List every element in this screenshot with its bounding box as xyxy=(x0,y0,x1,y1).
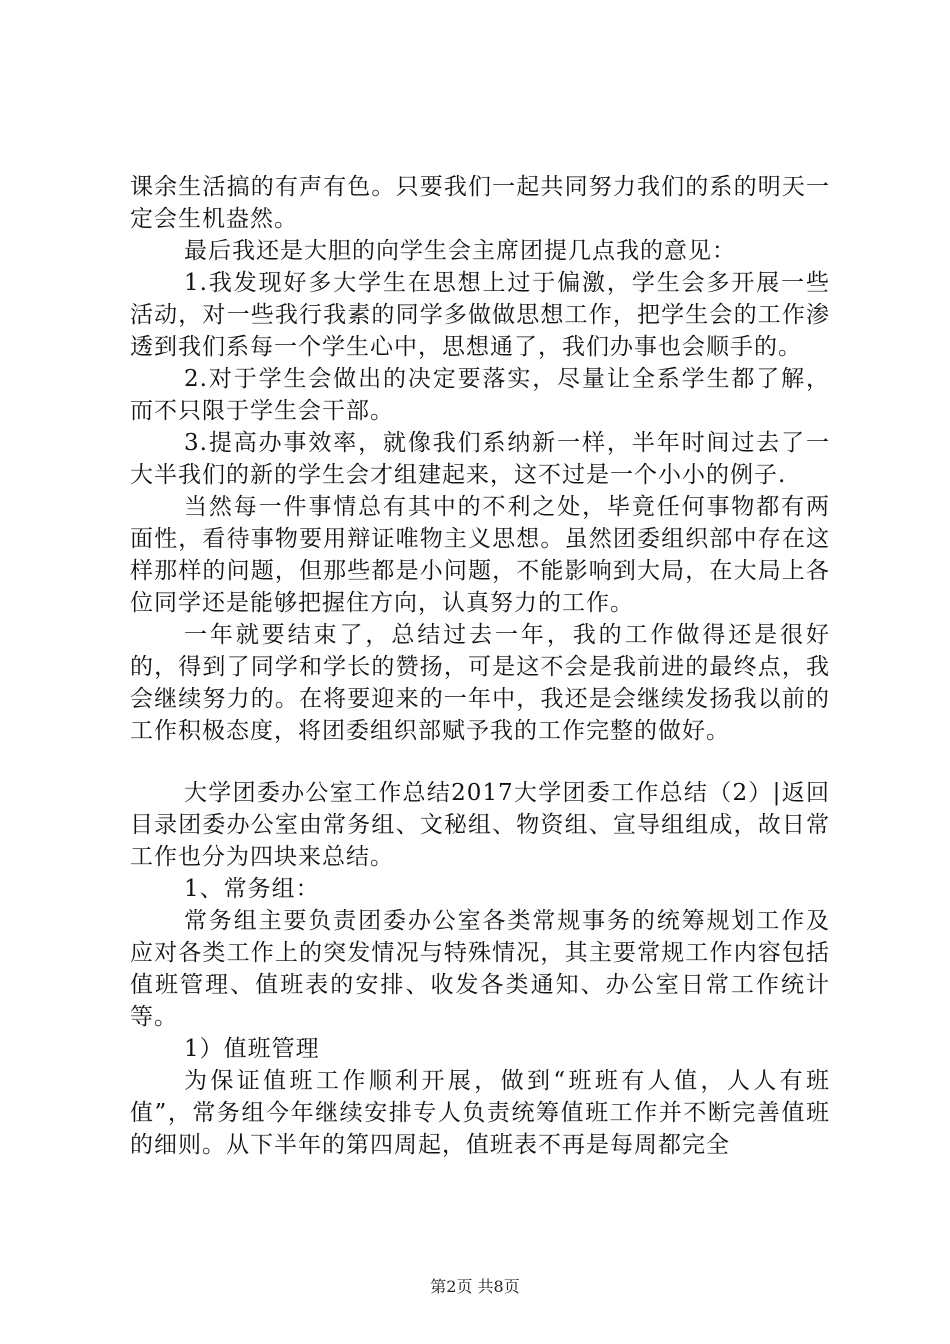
paragraph: 一年就要结束了，总结过去一年，我的工作做得还是很好的，得到了同学和学长的赞扬，可是这不会是我前进的最终点，我会继续努力的。在将要迎来的一年中，我还是会继续发扬我以前的工作积极态度，将团委组织部赋予我的工作完整的做好。 xyxy=(130,622,830,744)
paragraph: 常务组主要负责团委办公室各类常规事务的统筹规划工作及应对各类工作上的突发情况与特殊情况，其主要常规工作内容包括值班管理、值班表的安排、收发各类通知、办公室日常工作统计等。 xyxy=(130,908,830,1030)
paragraph: 1、常务组： xyxy=(184,876,320,902)
paragraph: 大学团委办公室工作总结2017大学团委工作总结（2）|返回目录团委办公室由常务组、文秘组、物资组、宣导组组成，故日常工作也分为四块来总结。 xyxy=(130,780,830,870)
section-student-union-opinions xyxy=(130,171,830,747)
paragraph: 2.对于学生会做出的决定要落实，尽量让全系学生都了解，而不只限于学生会干部。 xyxy=(130,366,830,424)
paragraph: 3.提高办事效率，就像我们系纳新一样，半年时间过去了一大半我们的新的学生会才组建起来，这不过是一个小小的例子. xyxy=(130,430,830,488)
section-gap xyxy=(130,747,830,777)
document-body xyxy=(130,171,830,1161)
page-footer: 第2页 共8页 xyxy=(430,1277,520,1296)
paragraph: 最后我还是大胆的向学生会主席团提几点我的意见： xyxy=(184,238,736,264)
paragraph: 1）值班管理 xyxy=(184,1036,320,1062)
section-office-summary xyxy=(130,777,830,1161)
paragraph: 课余生活搞的有声有色。只要我们一起共同努力我们的系的明天一定会生机盎然。 xyxy=(130,174,830,232)
paragraph: 1.我发现好多大学生在思想上过于偏激，学生会多开展一些活动，对一些我行我素的同学多做做思想工作，把学生会的工作渗透到我们系每一个学生心中，思想通了，我们办事也会顺手的。 xyxy=(130,270,830,360)
paragraph: 为保证值班工作顺利开展，做到“班班有人值，人人有班值”，常务组今年继续安排专人负责统筹值班工作并不断完善值班的细则。从下半年的第四周起，值班表不再是每周都完全 xyxy=(130,1068,830,1158)
paragraph: 当然每一件事情总有其中的不利之处，毕竟任何事物都有两面性，看待事物要用辩证唯物主义思想。虽然团委组织部中存在这样那样的问题，但那些都是小问题，不能影响到大局，在大局上各位同学还是能够把握住方向，认真努力的工作。 xyxy=(130,494,830,616)
